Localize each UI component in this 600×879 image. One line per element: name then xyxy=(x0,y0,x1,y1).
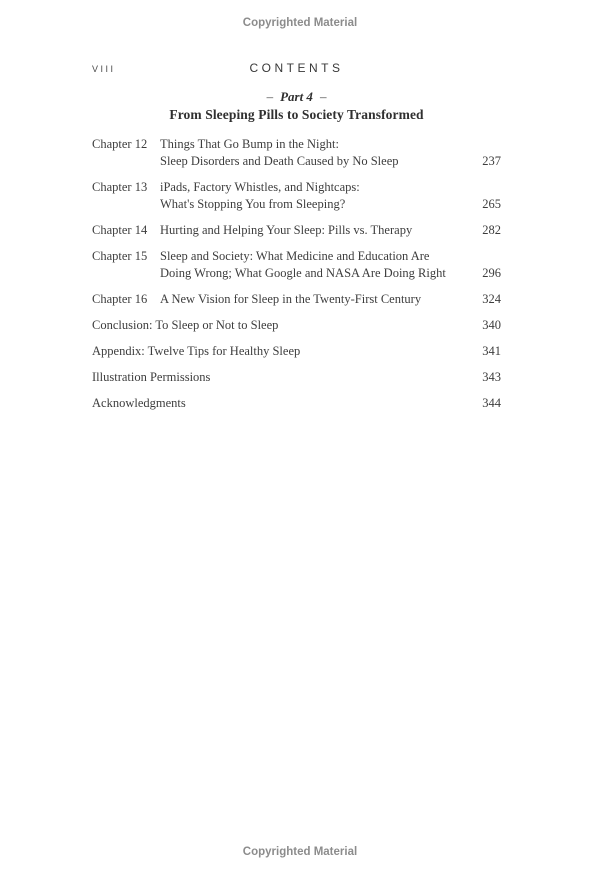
part-dash-left: – xyxy=(266,89,274,104)
toc-entry-title-line: Illustration Permissions xyxy=(92,370,211,384)
part-dash-right: – xyxy=(319,89,327,104)
toc-entry xyxy=(92,136,501,170)
copyright-watermark-top: Copyrighted Material xyxy=(242,17,358,29)
toc-entry-chapter-label: Chapter 15 xyxy=(92,249,148,263)
contents-heading: CONTENTS xyxy=(249,61,344,75)
toc-entry-chapter-label: Chapter 13 xyxy=(92,180,148,194)
page-content xyxy=(92,61,501,421)
toc-entry-chapter-label: Chapter 14 xyxy=(92,223,148,237)
toc-entry-title-line: Hurting and Helping Your Sleep: Pills vs. Therapy xyxy=(160,223,413,237)
toc-entry-title-line: Doing Wrong; What Google and NASA Are Doing Right xyxy=(160,266,446,280)
toc-entry xyxy=(92,179,501,213)
toc-entry-title xyxy=(92,369,463,386)
toc-entry-title xyxy=(160,291,463,308)
toc-entry-title xyxy=(160,222,463,239)
toc-entry-title xyxy=(160,248,463,282)
toc-entry-title xyxy=(92,317,463,334)
toc-entry-page-number: 296 xyxy=(482,266,501,280)
toc-entry xyxy=(92,343,501,360)
toc-entry xyxy=(92,369,501,386)
toc-entry-title xyxy=(160,179,463,213)
table-of-contents xyxy=(92,136,501,412)
toc-entry xyxy=(92,317,501,334)
toc-entry-page-number: 340 xyxy=(482,318,501,332)
part-heading-block xyxy=(92,89,501,123)
toc-entry-title xyxy=(92,395,463,412)
toc-entry-title-line: Acknowledgments xyxy=(92,396,186,410)
toc-entry-page-number: 282 xyxy=(482,223,501,237)
toc-entry-chapter-label: Chapter 12 xyxy=(92,137,148,151)
folio-page-number: VIII xyxy=(92,64,116,74)
toc-entry-chapter-label: Chapter 16 xyxy=(92,292,148,306)
toc-entry xyxy=(92,222,501,239)
toc-entry xyxy=(92,291,501,308)
toc-entry-title-line: Sleep Disorders and Death Caused by No Sleep xyxy=(160,154,399,168)
toc-entry-page-number: 237 xyxy=(482,154,501,168)
toc-entry-title-line: Appendix: Twelve Tips for Healthy Sleep xyxy=(92,344,301,358)
toc-entry-page-number: 265 xyxy=(482,197,501,211)
toc-entry-title xyxy=(160,136,463,170)
toc-entry-title-line: iPads, Factory Whistles, and Nightcaps: xyxy=(160,180,360,194)
toc-entry-title-line: Conclusion: To Sleep or Not to Sleep xyxy=(92,318,279,332)
toc-entry xyxy=(92,248,501,282)
toc-entry-title xyxy=(92,343,463,360)
toc-entry-page-number: 343 xyxy=(482,370,501,384)
part-number-line xyxy=(92,89,501,105)
part-number: Part 4 xyxy=(280,89,313,104)
toc-entry xyxy=(92,395,501,412)
copyright-watermark-bottom: Copyrighted Material xyxy=(242,846,358,858)
toc-entry-page-number: 341 xyxy=(482,344,501,358)
running-header xyxy=(92,61,501,76)
part-title: From Sleeping Pills to Society Transformed xyxy=(169,107,424,122)
toc-entry-title-line: A New Vision for Sleep in the Twenty-First Century xyxy=(160,292,422,306)
toc-entry-title-line: Sleep and Society: What Medicine and Education Are xyxy=(160,249,430,263)
toc-entry-title-line: Things That Go Bump in the Night: xyxy=(160,137,339,151)
toc-entry-page-number: 324 xyxy=(482,292,501,306)
toc-entry-page-number: 344 xyxy=(482,396,501,410)
toc-entry-title-line: What's Stopping You from Sleeping? xyxy=(160,197,346,211)
